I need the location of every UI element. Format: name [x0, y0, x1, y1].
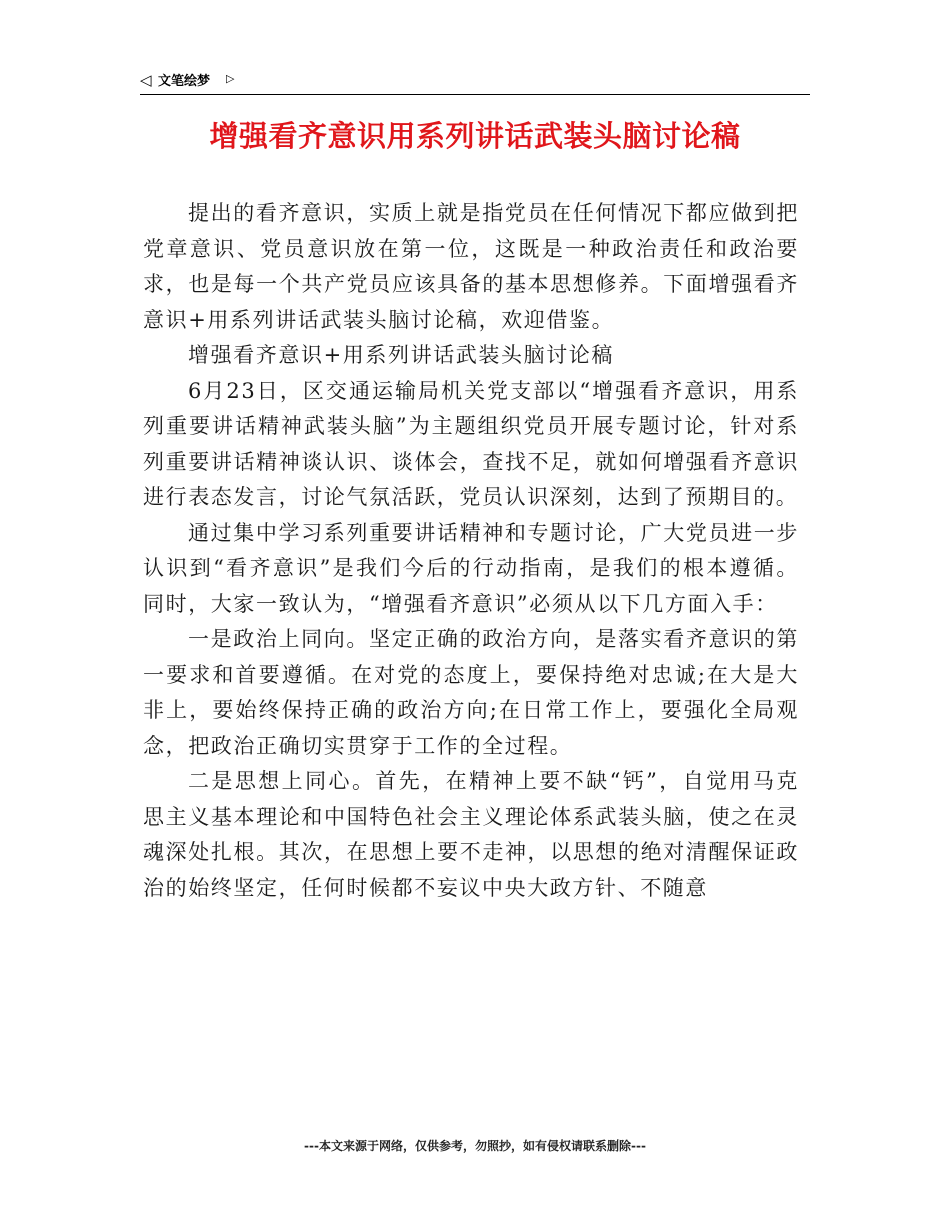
page-header — [140, 72, 810, 95]
source-disclaimer: ---本文来源于网络，仅供参考，勿照抄，如有侵权请联系删除--- — [304, 1139, 646, 1153]
brand-label: 文笔绘梦 — [158, 74, 211, 89]
point-two-paragraph: 二是思想上同心。首先，在精神上要不缺“钙”，自觉用马克思主义基本理论和中国特色社会主义理论体系武装头脑，使之在灵魂深处扎根。其次，在思想上要不走神，以思想的绝对清醒保证政治的始终坚定，任何时候都不妄议中央大政方针、不随意 — [143, 769, 799, 900]
subtitle-paragraph: 增强看齐意识+用系列讲话武装头脑讨论稿 — [188, 343, 614, 367]
study-paragraph: 通过集中学习系列重要讲话精神和专题讨论，广大党员进一步认识到“看齐意识”是我们今后的行动指南，是我们的根本遵循。同时，大家一致认为，“增强看齐意识”必须从以下几方面入手： — [143, 520, 799, 616]
triangle-left-icon: ◁ — [140, 71, 152, 89]
document-title: 增强看齐意识用系列讲话武装头脑讨论稿 — [209, 119, 741, 153]
triangle-right-icon: ▷ — [226, 72, 235, 85]
intro-paragraph: 提出的看齐意识，实质上就是指党员在任何情况下都应做到把党章意识、党员意识放在第一位，这既是一种政治责任和政治要求，也是每一个共产党员应该具备的基本思想修养。下面增强看齐意识+用系列讲话武装头脑讨论稿，欢迎借鉴。 — [143, 201, 799, 332]
event-paragraph: 6月23日，区交通运输局机关党支部以“增强看齐意识，用系列重要讲话精神武装头脑”为主题组织党员开展专题讨论，针对系列重要讲话精神谈认识、谈体会，查找不足，就如何增强看齐意识进行表态发言，讨论气氛活跃，党员认识深刻，达到了预期目的。 — [143, 378, 799, 509]
document-body — [143, 196, 799, 906]
point-one-paragraph: 一是政治上同向。坚定正确的政治方向，是落实看齐意识的第一要求和首要遵循。在对党的态度上，要保持绝对忠诚;在大是大非上，要始终保持正确的政治方向;在日常工作上，要强化全局观念，把政治正确切实贯穿于工作的全过程。 — [143, 627, 799, 758]
